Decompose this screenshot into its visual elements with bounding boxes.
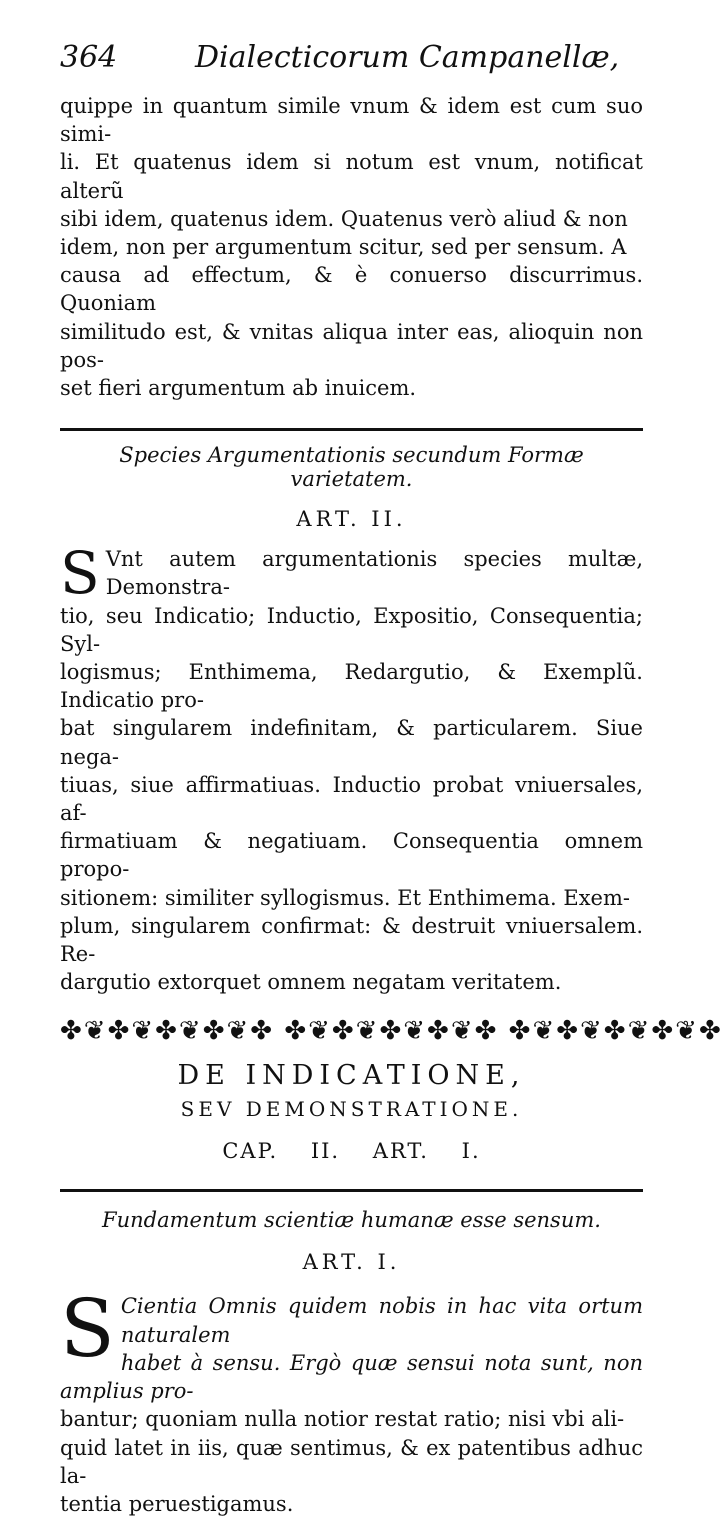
ornament-band: ✤❦✤❦✤❦✤❦✤ ✤❦✤❦✤❦✤❦✤ ✤❦✤❦✤❦✤❦✤ <box>60 1016 723 1047</box>
running-title: Dialecticorum Campanellæ, <box>195 40 620 75</box>
text-line: plum, singularem confirmat: & destruit vniuersalem. Re- <box>60 913 643 967</box>
text-line: li. Et quatenus idem si notum est vnum, notificat alterũ <box>60 150 643 203</box>
text-line: causa ad effectum, & è conuerso discurrimus. Quoniam <box>60 263 643 316</box>
text-line: bat singularem indefinitam, & particularem. Siue nega- <box>60 716 643 769</box>
text-line: sibi idem, quatenus idem. Quatenus verò aliud & non <box>60 206 628 231</box>
text-line: logismus; Enthimema, Redargutio, & Exemplũ. Indicatio pro- <box>60 660 643 713</box>
section-rule <box>60 1189 643 1192</box>
text-line: similitudo est, & vnitas aliqua inter eas, alioquin non pos- <box>60 319 643 372</box>
text-line: Vnt autem argumentationis species multæ, Demonstra- <box>105 547 643 600</box>
text-line: dargutio extorquet omnem negatam veritatem. <box>60 970 562 995</box>
section-heading: Fundamentum scientiæ humanæ esse sensum. <box>102 1208 601 1233</box>
text-line: set fieri argumentum ab inuicem. <box>60 376 417 401</box>
chapter-cap: CAP. II. <box>222 1139 341 1164</box>
article-number: ART. II. <box>296 507 407 532</box>
chapter-subtitle: SEV DEMONSTRATIONE. <box>180 1097 523 1122</box>
chapter-heading <box>60 1060 643 1163</box>
drop-cap: S <box>60 1282 115 1376</box>
text-line: sitionem: similiter syllogismus. Et Enthimema. Exem- <box>60 885 630 910</box>
chapter-number <box>60 1139 643 1163</box>
section-heading: Species Argumentationis secundum Formæ varietatem. <box>119 443 584 492</box>
text-line: quid latet in iis, quæ sentimus, & ex patentibus adhuc la- <box>60 1435 643 1488</box>
text-line: quippe in quantum simile vnum & idem est cum suo simi- <box>60 94 643 147</box>
running-head <box>60 40 643 90</box>
text-line: tio, seu Indicatio; Inductio, Expositio, Consequentia; Syl- <box>60 603 643 656</box>
article-number: ART. I. <box>302 1250 401 1275</box>
chapter-art: ART. I. <box>372 1139 481 1164</box>
text-line: idem, non per argumentum scitur, sed per sensum. A <box>60 235 627 260</box>
text-line: Cientia Omnis quidem nobis in hac vita ortum naturalem <box>120 1294 643 1347</box>
text-line: bantur; quoniam nulla notior restat ratio; nisi vbi ali- <box>60 1407 625 1432</box>
drop-cap: S <box>60 539 100 608</box>
article-paragraph <box>60 539 643 996</box>
section-rule <box>60 428 643 431</box>
page-number: 364 <box>60 40 118 75</box>
paragraph-continued <box>60 92 643 402</box>
text-line: habet à sensu. Ergò quæ sensui nota sunt, non amplius pro- <box>60 1350 643 1404</box>
chapter-title: DE INDICATIONE, <box>177 1060 526 1092</box>
text-line: tiuas, siue affirmatiuas. Inductio probat vniuersales, af- <box>60 772 643 826</box>
article-paragraph <box>60 1282 643 1518</box>
text-line: tentia peruestigamus. <box>60 1491 294 1516</box>
text-line: firmatiuam & negatiuam. Consequentia omnem propo- <box>60 829 643 882</box>
